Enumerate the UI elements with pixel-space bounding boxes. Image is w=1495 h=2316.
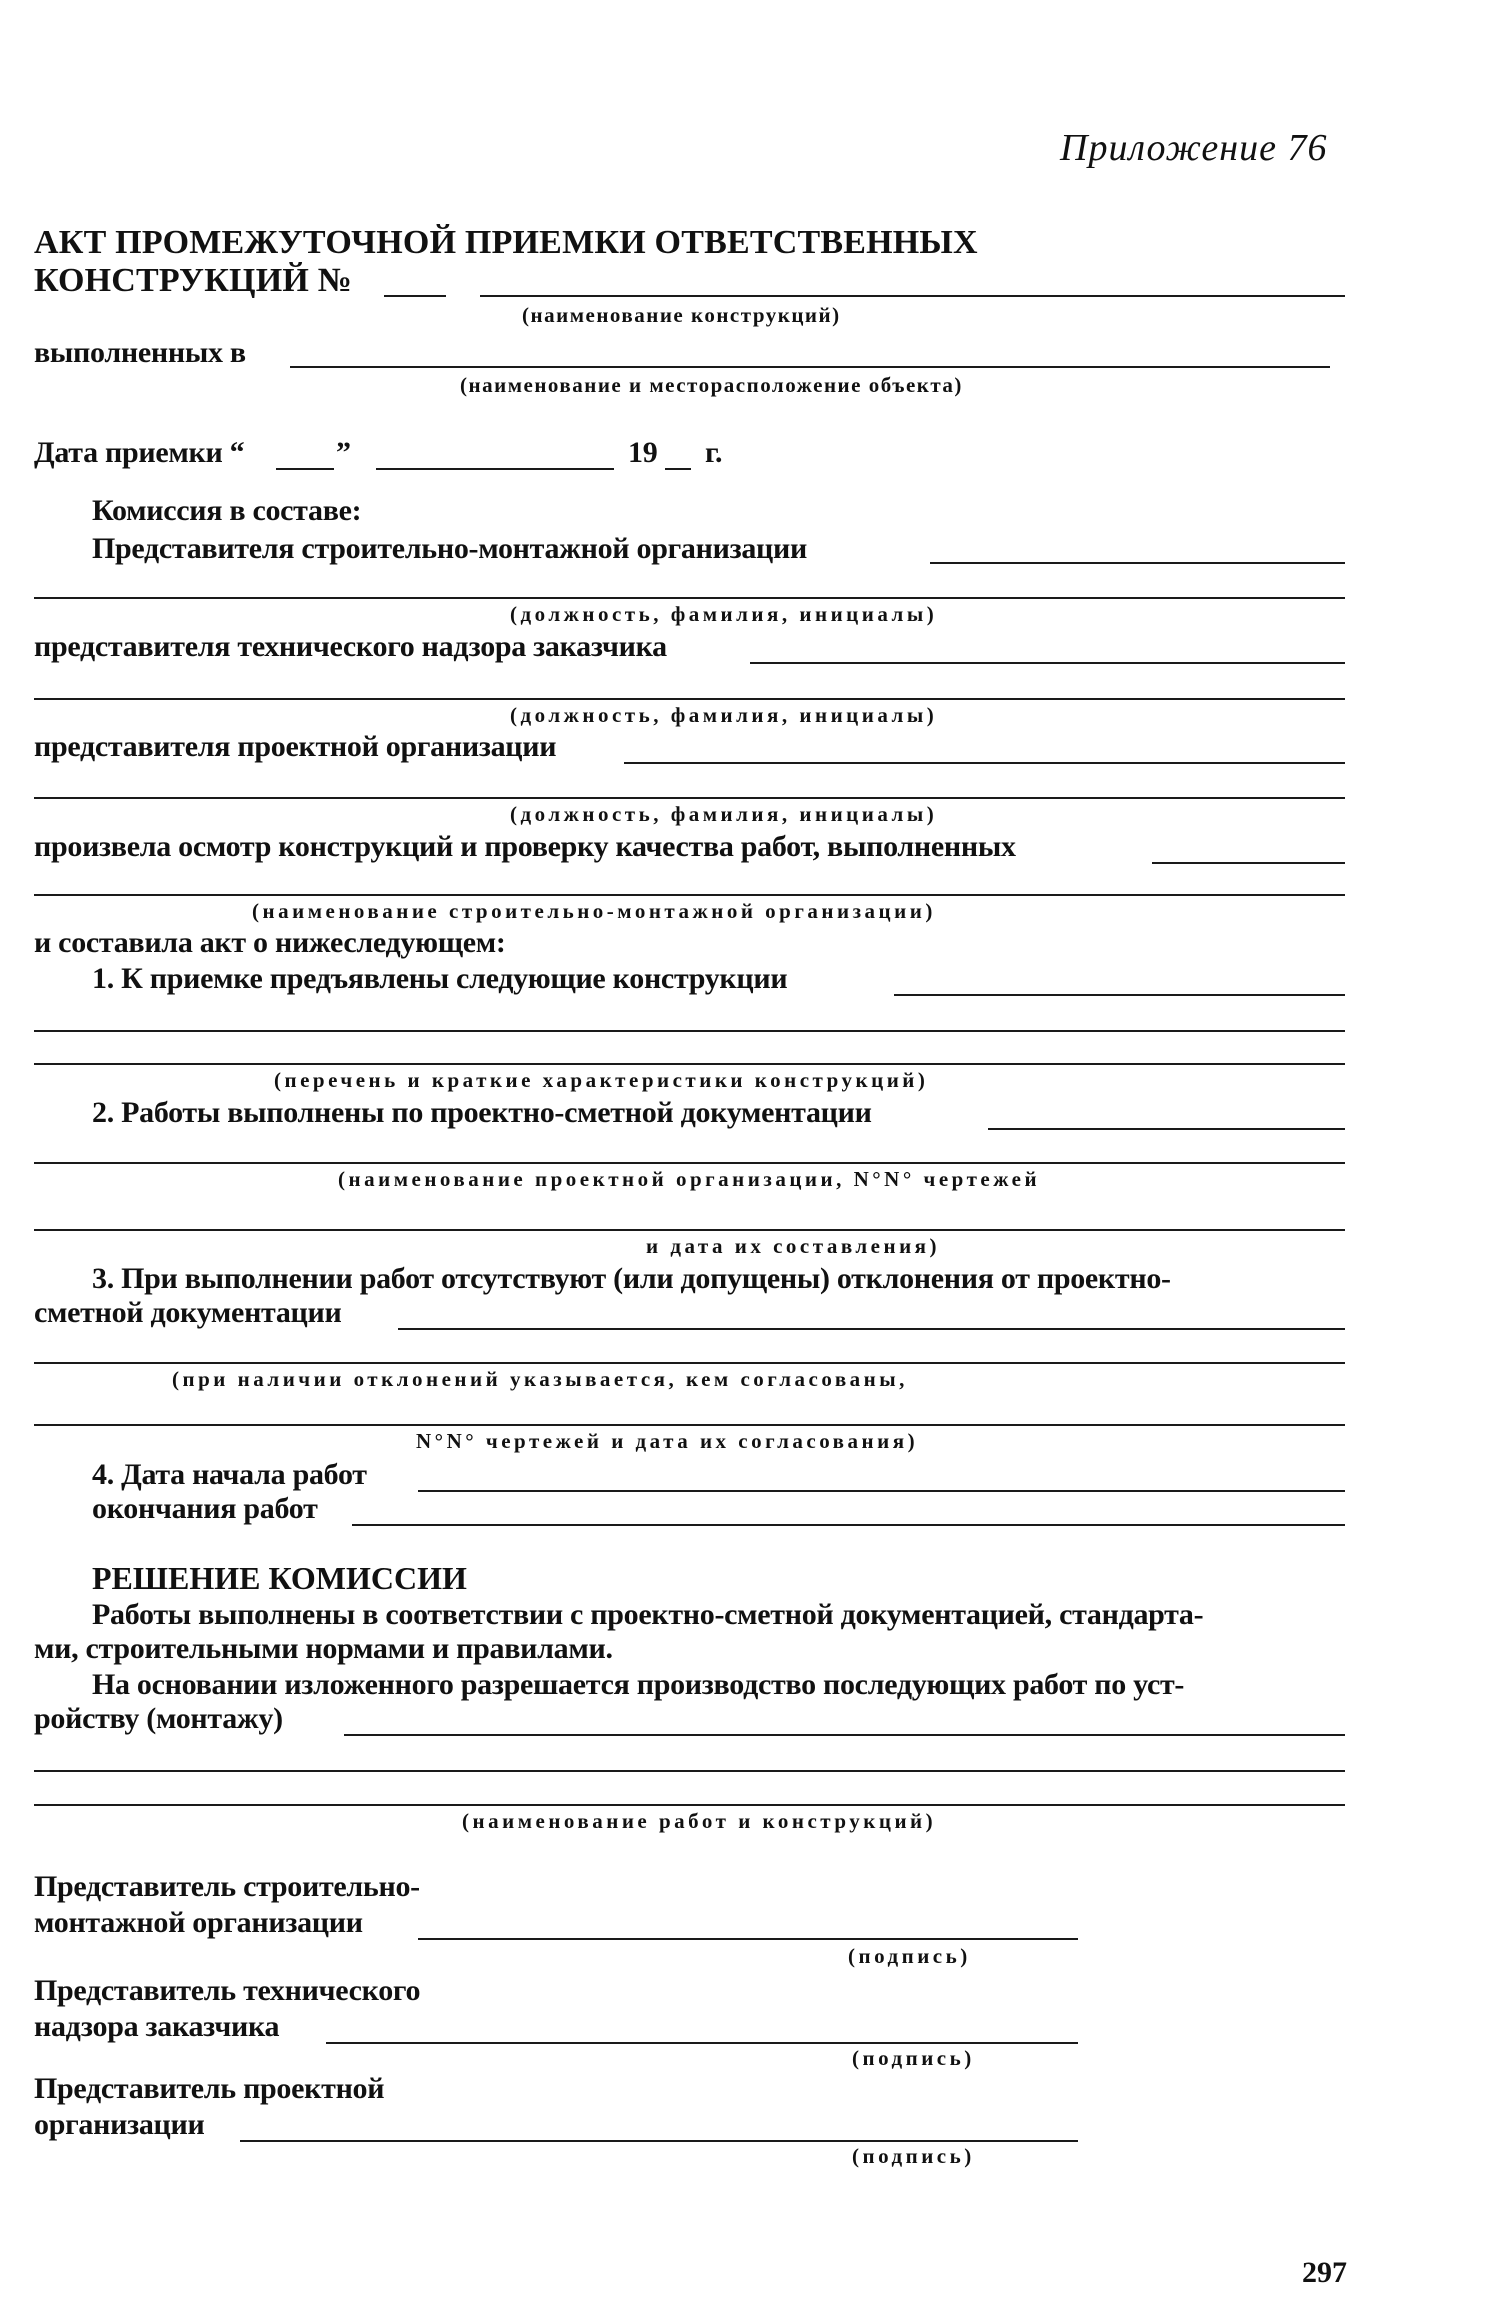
caption-list-constructions: (перечень и краткие характеристики конструкций) bbox=[274, 1068, 929, 1092]
sig-design-line-2: организации bbox=[34, 2108, 205, 2141]
item3-line-1: 3. При выполнении работ отсутствуют (или допущены) отклонения от проектно- bbox=[92, 1262, 1171, 1295]
sig-tech-line-2: надзора заказчика bbox=[34, 2010, 280, 2043]
commission-label: Комиссия в составе: bbox=[92, 494, 362, 527]
sig-construction-line[interactable] bbox=[418, 1938, 1078, 1940]
sig-tech-line[interactable] bbox=[326, 2042, 1078, 2044]
object-line bbox=[290, 366, 1330, 368]
item4-end-label: окончания работ bbox=[92, 1492, 318, 1525]
caption-deviations-line-2: N°N° чертежей и дата их согласования) bbox=[416, 1429, 919, 1453]
rep-tech-supervision-label: представителя технического надзора заказчика bbox=[34, 630, 667, 663]
rep-design-line bbox=[624, 762, 1345, 764]
date-day-line bbox=[276, 468, 334, 470]
caption-position-name-2: (должность, фамилия, инициалы) bbox=[510, 703, 938, 727]
caption-deviations-line-1: (при наличии отклонений указывается, кем согласованы, bbox=[172, 1367, 908, 1391]
caption-drawings-date: и дата их составления) bbox=[646, 1234, 941, 1258]
caption-position-name-3: (должность, фамилия, инициалы) bbox=[510, 802, 938, 826]
rep-tech-line-2 bbox=[34, 698, 1345, 700]
sig-design-line[interactable] bbox=[240, 2140, 1078, 2142]
inspection-text: произвела осмотр конструкций и проверку качества работ, выполненных bbox=[34, 830, 1016, 863]
item3-line-3 bbox=[34, 1362, 1345, 1364]
date-year-line bbox=[665, 468, 691, 470]
sig-construction-line-1: Представитель строительно- bbox=[34, 1870, 420, 1903]
caption-signature-1: (подпись) bbox=[848, 1944, 971, 1968]
caption-design-org-drawings: (наименование проектной организации, N°N° чертежей bbox=[338, 1167, 1041, 1191]
rep-construction-label: Представителя строительно-монтажной организации bbox=[92, 532, 807, 565]
item1-text: 1. К приемке предъявлены следующие конструкции bbox=[92, 962, 788, 995]
date-quote-close: ” bbox=[336, 436, 351, 469]
decision-line-3 bbox=[34, 1804, 1345, 1806]
performed-in-label: выполненных в bbox=[34, 336, 246, 369]
item3-line-4 bbox=[34, 1424, 1345, 1426]
decision-heading: РЕШЕНИЕ КОМИССИИ bbox=[92, 1560, 467, 1596]
date-year-suffix: г. bbox=[705, 436, 723, 469]
caption-signature-2: (подпись) bbox=[852, 2046, 975, 2070]
item2-text: 2. Работы выполнены по проектно-сметной документации bbox=[92, 1096, 872, 1129]
sig-construction-line-2: монтажной организации bbox=[34, 1906, 363, 1939]
sig-design-line-1: Представитель проектной bbox=[34, 2072, 385, 2105]
sig-tech-line-1: Представитель технического bbox=[34, 1974, 421, 2007]
act-number-line bbox=[384, 295, 446, 297]
decision-line bbox=[344, 1734, 1345, 1736]
item4-start-line bbox=[418, 1490, 1345, 1492]
rep-design-line-2 bbox=[34, 797, 1345, 799]
caption-signature-3: (подпись) bbox=[852, 2144, 975, 2168]
title-line-1: АКТ ПРОМЕЖУТОЧНОЙ ПРИЕМКИ ОТВЕТСТВЕННЫХ bbox=[34, 224, 978, 261]
constructions-name-line bbox=[480, 295, 1345, 297]
caption-object-name-location: (наименование и месторасположение объекта) bbox=[460, 373, 963, 397]
decision-p2-line-2: ройству (монтажу) bbox=[34, 1702, 283, 1735]
item3-line-2: сметной документации bbox=[34, 1296, 342, 1329]
caption-constructions-name: (наименование конструкций) bbox=[522, 303, 841, 327]
construction-org-line bbox=[34, 894, 1345, 896]
rep-tech-line bbox=[750, 662, 1345, 664]
item4-end-line bbox=[352, 1524, 1345, 1526]
item3-line bbox=[398, 1328, 1345, 1330]
decision-p1-line-2: ми, строительными нормами и правилами. bbox=[34, 1632, 613, 1665]
date-year-prefix: 19 bbox=[628, 436, 658, 469]
rep-design-org-label: представителя проектной организации bbox=[34, 730, 557, 763]
decision-p2-line-1: На основании изложенного разрешается производство последующих работ по уст- bbox=[92, 1668, 1185, 1701]
caption-position-name-1: (должность, фамилия, инициалы) bbox=[510, 602, 938, 626]
date-month-line bbox=[376, 468, 614, 470]
item2-line bbox=[988, 1128, 1345, 1130]
rep-construction-line-2 bbox=[34, 597, 1345, 599]
caption-works-constructions: (наименование работ и конструкций) bbox=[462, 1809, 937, 1833]
title-line-2: КОНСТРУКЦИЙ № bbox=[34, 262, 353, 299]
date-label: Дата приемки “ bbox=[34, 436, 245, 469]
page-number: 297 bbox=[1302, 2256, 1347, 2289]
item1-line-3 bbox=[34, 1063, 1345, 1065]
appendix-label: Приложение 76 bbox=[1060, 127, 1328, 169]
decision-p1-line-1: Работы выполнены в соответствии с проектно-сметной документацией, стандарта- bbox=[92, 1598, 1204, 1631]
compiled-act-text: и составила акт о нижеследующем: bbox=[34, 926, 506, 959]
item1-line bbox=[894, 994, 1345, 996]
item2-line-2 bbox=[34, 1162, 1345, 1164]
item2-line-3 bbox=[34, 1229, 1345, 1231]
item1-line-2 bbox=[34, 1030, 1345, 1032]
item4-start-label: 4. Дата начала работ bbox=[92, 1458, 367, 1491]
decision-line-2 bbox=[34, 1770, 1345, 1772]
rep-construction-line bbox=[930, 562, 1345, 564]
caption-construction-org-name: (наименование строительно-монтажной организации) bbox=[252, 899, 936, 923]
inspection-line bbox=[1152, 862, 1345, 864]
